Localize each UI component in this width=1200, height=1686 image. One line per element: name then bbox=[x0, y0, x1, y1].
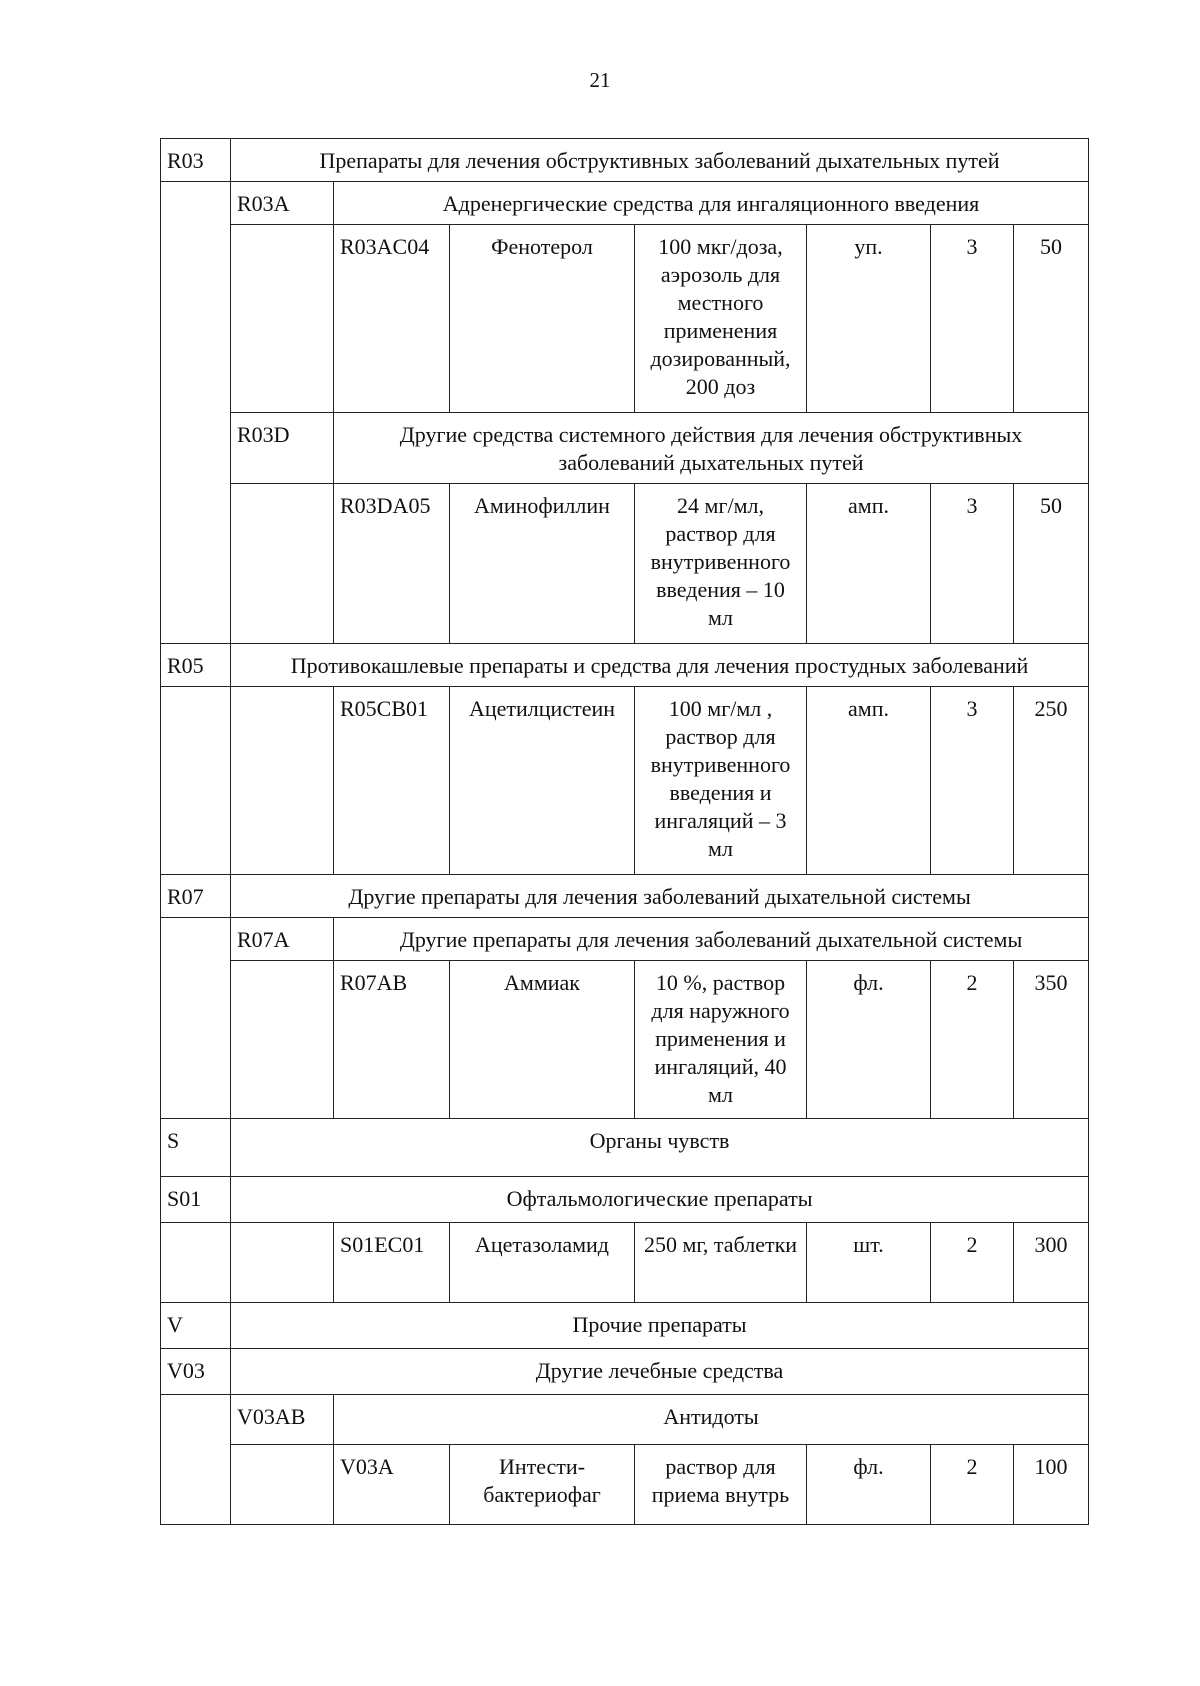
subgroup-row-r03d bbox=[161, 413, 1089, 484]
subgroup-title: Адренергические средства для ингаляционного введения bbox=[334, 182, 1089, 225]
group-row-r07 bbox=[161, 875, 1089, 918]
drug-name: Фенотерол bbox=[450, 225, 635, 413]
empty-cell bbox=[161, 1395, 231, 1525]
subgroup-title: Антидоты bbox=[334, 1395, 1089, 1445]
group-title: Противокашлевые препараты и средства для лечения простудных заболеваний bbox=[231, 644, 1089, 687]
unit: фл. bbox=[807, 1445, 931, 1525]
subgroup-title: Другие препараты для лечения заболеваний дыхательной системы bbox=[334, 918, 1089, 961]
group-code: S01 bbox=[161, 1177, 231, 1223]
empty-cell bbox=[161, 918, 231, 1119]
group-title: Офтальмологические препараты bbox=[231, 1177, 1089, 1223]
drug-name: Интести-бактериофаг bbox=[450, 1445, 635, 1525]
empty-cell bbox=[231, 1445, 334, 1525]
group-row-s bbox=[161, 1119, 1089, 1177]
unit: амп. bbox=[807, 484, 931, 644]
table-row bbox=[161, 1445, 1089, 1525]
group-code: V bbox=[161, 1303, 231, 1349]
quantity: 3 bbox=[931, 225, 1014, 413]
dosage-form: 250 мг, таблетки bbox=[635, 1223, 807, 1303]
dosage-form: раствор для приема внутрь bbox=[635, 1445, 807, 1525]
table-row bbox=[161, 1223, 1089, 1303]
table-row bbox=[161, 484, 1089, 644]
atc-code: R07AB bbox=[334, 961, 450, 1119]
empty-cell bbox=[231, 1223, 334, 1303]
subgroup-code: R03A bbox=[231, 182, 334, 225]
group-row-s01 bbox=[161, 1177, 1089, 1223]
subgroup-code: V03AB bbox=[231, 1395, 334, 1445]
unit: фл. bbox=[807, 961, 931, 1119]
price: 350 bbox=[1014, 961, 1089, 1119]
subgroup-row-v03ab bbox=[161, 1395, 1089, 1445]
group-row-v bbox=[161, 1303, 1089, 1349]
drug-name: Ацетилцистеин bbox=[450, 687, 635, 875]
group-code: R03 bbox=[161, 139, 231, 182]
group-title: Препараты для лечения обструктивных заболеваний дыхательных путей bbox=[231, 139, 1089, 182]
group-row-r05 bbox=[161, 644, 1089, 687]
dosage-form: 100 мкг/доза, аэрозоль для местного применения дозированный, 200 доз bbox=[635, 225, 807, 413]
group-row-v03 bbox=[161, 1349, 1089, 1395]
atc-code: S01EC01 bbox=[334, 1223, 450, 1303]
subgroup-row-r03a bbox=[161, 182, 1089, 225]
table-row bbox=[161, 961, 1089, 1119]
empty-cell bbox=[231, 225, 334, 413]
atc-code: V03A bbox=[334, 1445, 450, 1525]
group-code: R07 bbox=[161, 875, 231, 918]
table-row bbox=[161, 687, 1089, 875]
empty-cell bbox=[231, 961, 334, 1119]
unit: уп. bbox=[807, 225, 931, 413]
subgroup-row-r07a bbox=[161, 918, 1089, 961]
price: 100 bbox=[1014, 1445, 1089, 1525]
group-title: Органы чувств bbox=[231, 1119, 1089, 1177]
group-code: R05 bbox=[161, 644, 231, 687]
atc-code: R03AC04 bbox=[334, 225, 450, 413]
dosage-form: 100 мг/мл , раствор для внутривенного введения и ингаляций – 3 мл bbox=[635, 687, 807, 875]
drug-name: Аммиак bbox=[450, 961, 635, 1119]
empty-cell bbox=[231, 687, 334, 875]
drug-name: Аминофиллин bbox=[450, 484, 635, 644]
price: 50 bbox=[1014, 484, 1089, 644]
quantity: 2 bbox=[931, 1223, 1014, 1303]
subgroup-code: R07A bbox=[231, 918, 334, 961]
subgroup-code: R03D bbox=[231, 413, 334, 484]
price: 50 bbox=[1014, 225, 1089, 413]
dosage-form: 10 %, раствор для наружного применения и ингаляций, 40 мл bbox=[635, 961, 807, 1119]
empty-cell bbox=[231, 484, 334, 644]
group-title: Прочие препараты bbox=[231, 1303, 1089, 1349]
empty-cell bbox=[161, 1223, 231, 1303]
atc-code: R05CB01 bbox=[334, 687, 450, 875]
dosage-form: 24 мг/мл, раствор для внутривенного введения – 10 мл bbox=[635, 484, 807, 644]
empty-cell bbox=[161, 182, 231, 644]
price: 250 bbox=[1014, 687, 1089, 875]
unit: амп. bbox=[807, 687, 931, 875]
quantity: 2 bbox=[931, 961, 1014, 1119]
quantity: 3 bbox=[931, 687, 1014, 875]
quantity: 3 bbox=[931, 484, 1014, 644]
page-number: 21 bbox=[589, 68, 611, 92]
quantity: 2 bbox=[931, 1445, 1014, 1525]
price: 300 bbox=[1014, 1223, 1089, 1303]
drug-table bbox=[160, 138, 1089, 1525]
atc-code: R03DA05 bbox=[334, 484, 450, 644]
drug-name: Ацетазоламид bbox=[450, 1223, 635, 1303]
empty-cell bbox=[161, 687, 231, 875]
group-title: Другие лечебные средства bbox=[231, 1349, 1089, 1395]
group-code: V03 bbox=[161, 1349, 231, 1395]
subgroup-title: Другие средства системного действия для лечения обструктивных заболеваний дыхательных путей bbox=[334, 413, 1089, 484]
unit: шт. bbox=[807, 1223, 931, 1303]
group-title: Другие препараты для лечения заболеваний дыхательной системы bbox=[231, 875, 1089, 918]
table-row bbox=[161, 225, 1089, 413]
group-row-r03 bbox=[161, 139, 1089, 182]
group-code: S bbox=[161, 1119, 231, 1177]
